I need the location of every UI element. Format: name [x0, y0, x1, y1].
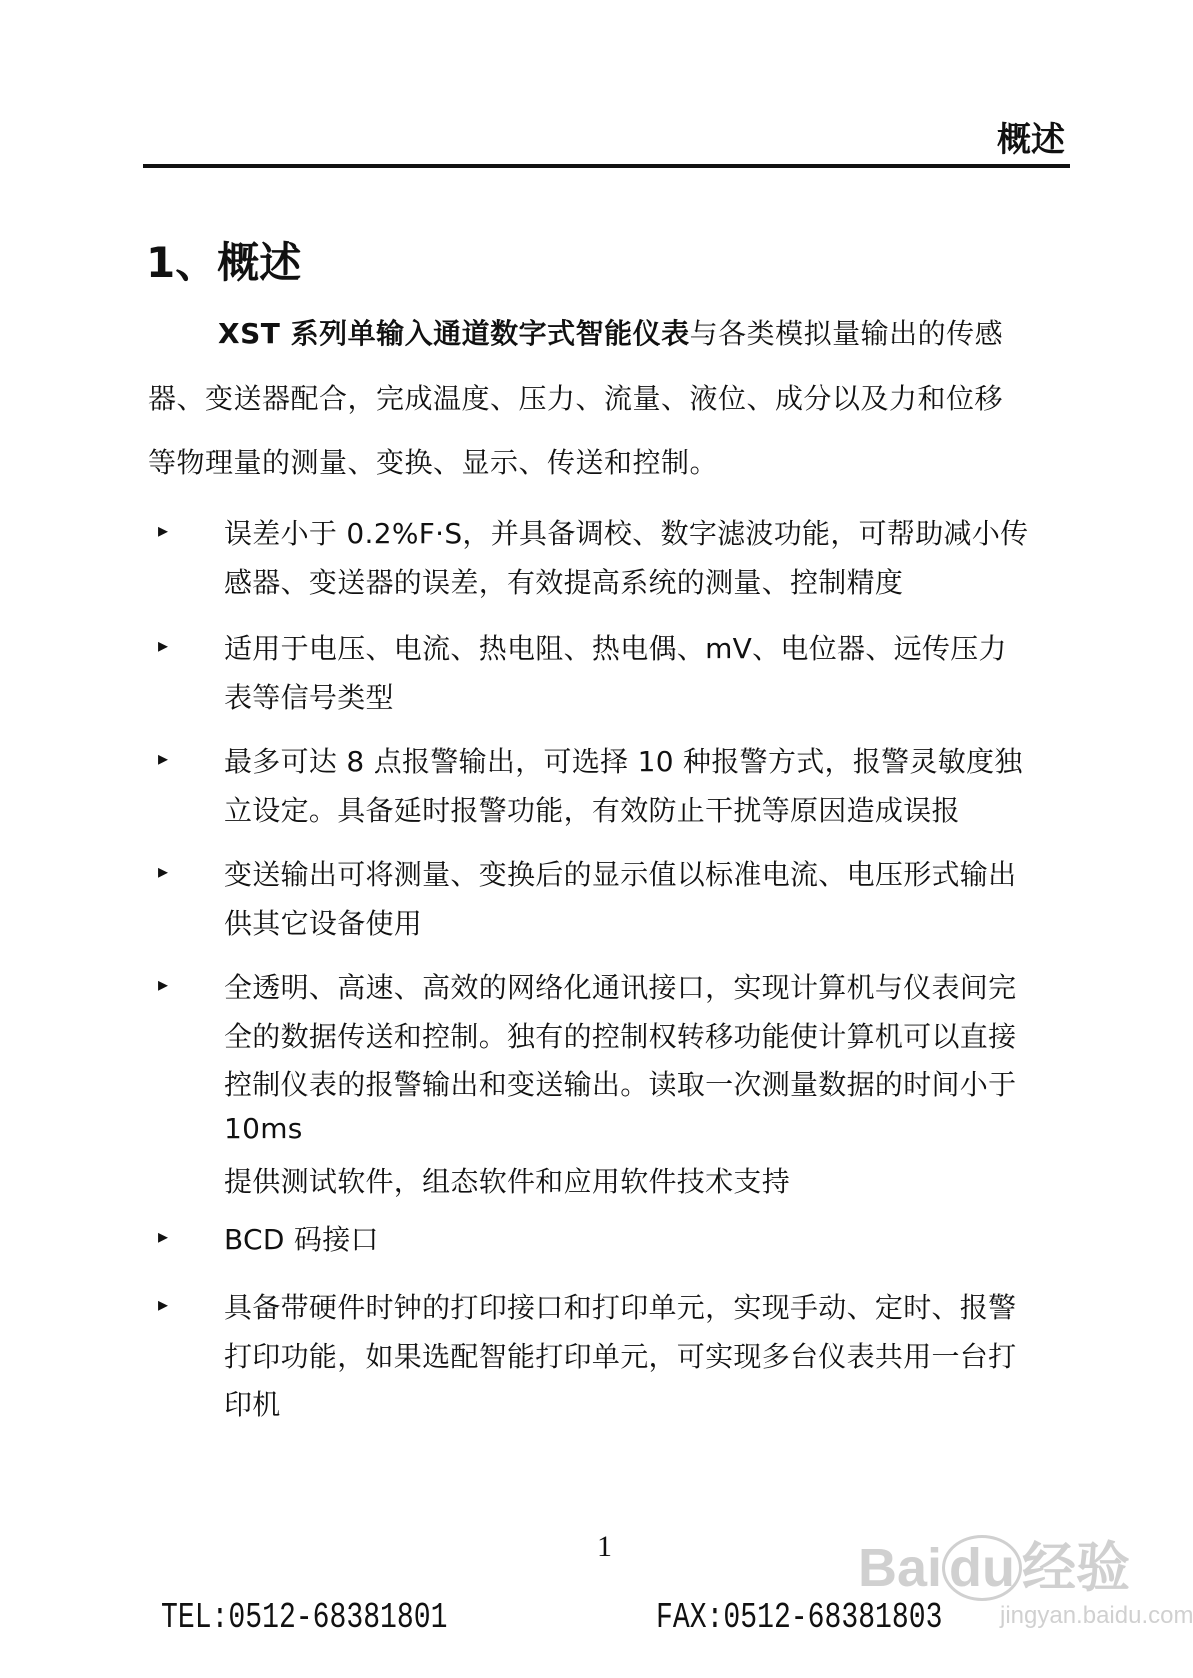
footer-fax: FAX:0512-68381803: [656, 1597, 943, 1638]
list-item-line: 感器、变送器的误差，有效提高系统的测量、控制精度: [224, 566, 904, 599]
list-item-line: 最多可达 8 点报警输出，可选择 10 种报警方式，报警灵敏度独: [224, 745, 1023, 778]
product-name: XST 系列单输入通道数字式智能仪表: [218, 317, 690, 350]
page-number: 1: [597, 1530, 612, 1563]
running-header: 概述: [997, 120, 1065, 160]
list-item-line: 立设定。具备延时报警功能，有效防止干扰等原因造成误报: [224, 794, 960, 827]
list-item-line: 适用于电压、电流、热电阻、热电偶、mV、电位器、远传压力: [224, 632, 1007, 665]
list-item-line: 10ms: [224, 1112, 303, 1145]
footer-tel: TEL:0512-68381801: [161, 1597, 448, 1638]
section-title: 1、概述: [146, 238, 302, 287]
intro-line-3: 等物理量的测量、变换、显示、传送和控制。: [148, 446, 719, 479]
intro-line-2: 器、变送器配合，完成温度、压力、流量、液位、成分以及力和位移: [148, 382, 1004, 415]
list-item-line: 误差小于 0.2%F·S，并具备调校、数字滤波功能，可帮助减小传: [224, 517, 1029, 550]
bullet-marker-icon: ▸: [158, 518, 169, 542]
list-item-line: 打印功能，如果选配智能打印单元，可实现多台仪表共用一台打: [224, 1340, 1017, 1373]
list-item-line: 提供测试软件，组态软件和应用软件技术支持: [224, 1165, 791, 1198]
list-item-line: 控制仪表的报警输出和变送输出。读取一次测量数据的时间小于: [224, 1068, 1017, 1101]
bullet-marker-icon: ▸: [158, 633, 169, 657]
bullet-marker-icon: ▸: [158, 859, 169, 883]
list-item-line: 变送输出可将测量、变换后的显示值以标准电流、电压形式输出: [224, 858, 1017, 891]
list-item-line: 全透明、高速、高效的网络化通讯接口，实现计算机与仪表间完: [224, 971, 1017, 1004]
header-rule: [143, 164, 1070, 168]
intro-line-1: [218, 312, 1003, 352]
bullet-marker-icon: ▸: [158, 972, 169, 996]
list-item-line: 印机: [224, 1388, 281, 1421]
baidu-watermark-url: jingyan.baidu.com: [1000, 1602, 1193, 1629]
intro-text: 与各类模拟量输出的传感: [689, 317, 1004, 350]
list-item-line: 供其它设备使用: [224, 907, 423, 940]
baidu-watermark-logo: Bai du 经验: [858, 1525, 1130, 1602]
list-item-line: 表等信号类型: [224, 681, 394, 714]
list-item-line: 全的数据传送和控制。独有的控制权转移功能使计算机可以直接: [224, 1020, 1017, 1053]
list-item-line: BCD 码接口: [224, 1223, 379, 1256]
bullet-marker-icon: ▸: [158, 746, 169, 770]
list-item-line: 具备带硬件时钟的打印接口和打印单元，实现手动、定时、报警: [224, 1291, 1017, 1324]
bullet-marker-icon: ▸: [158, 1224, 169, 1248]
bullet-marker-icon: ▸: [158, 1292, 169, 1316]
